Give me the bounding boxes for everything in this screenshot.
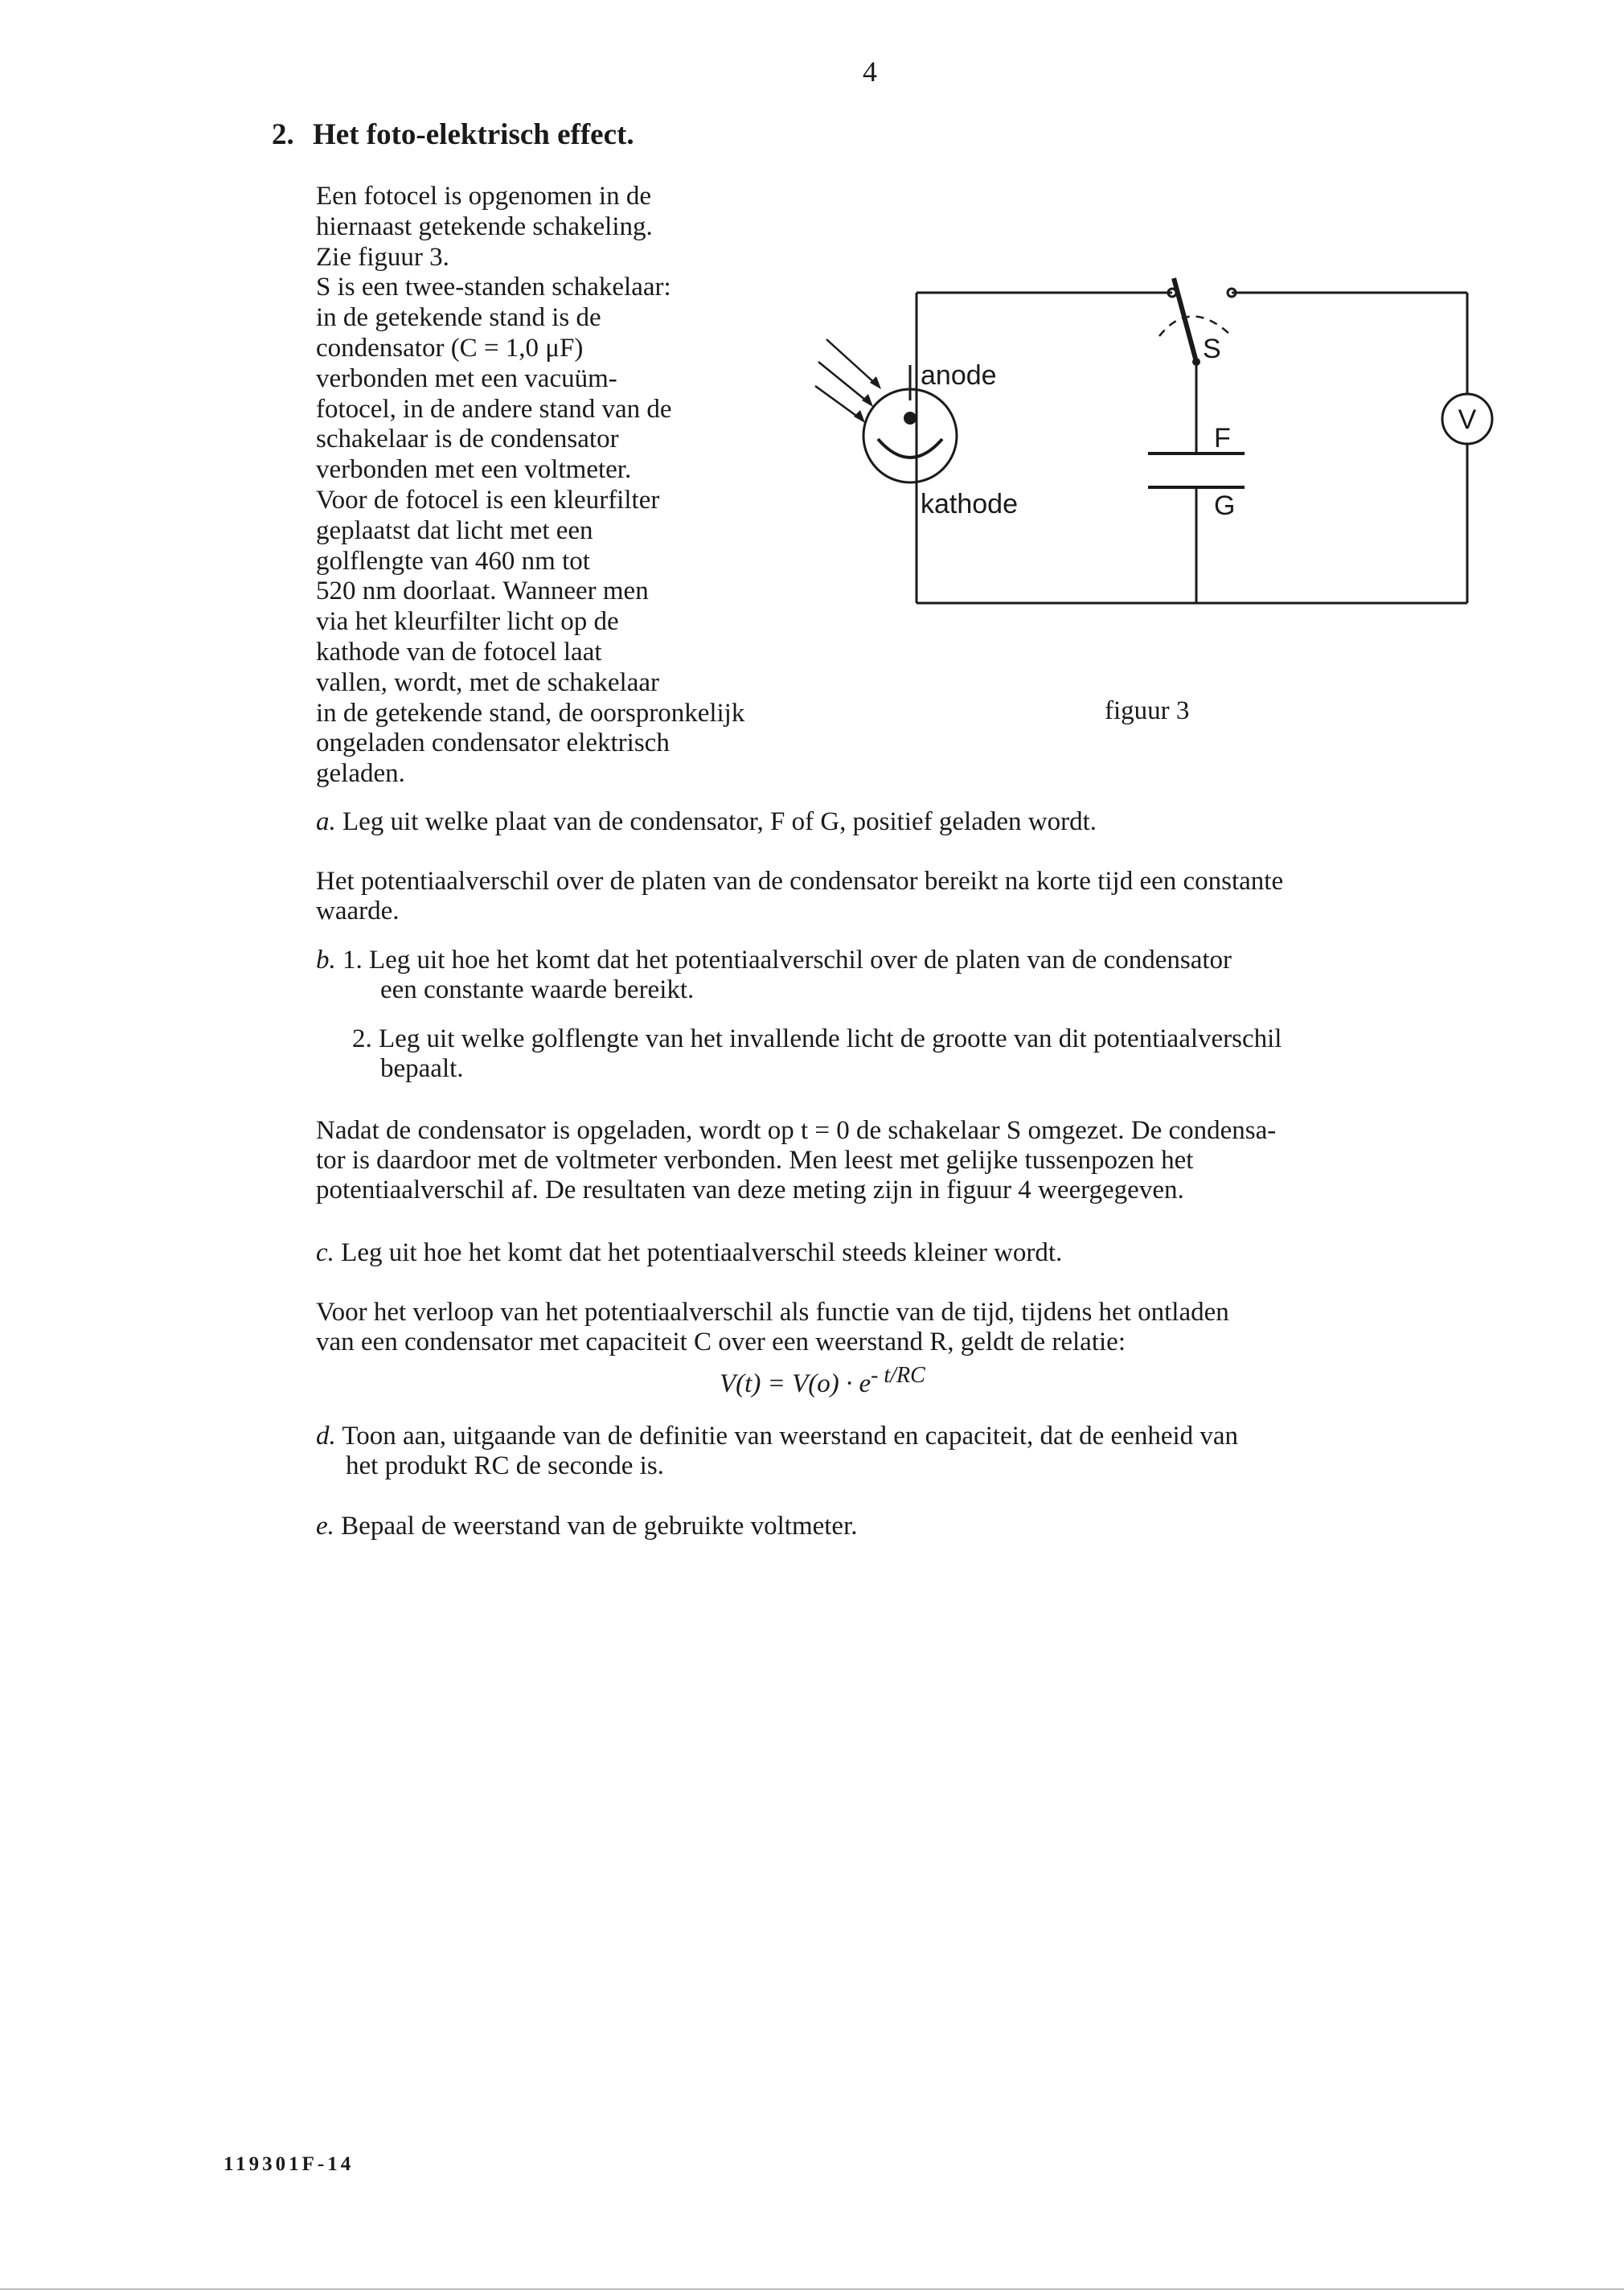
label-plate-f: F bbox=[1214, 423, 1231, 453]
question-d bbox=[316, 1422, 1238, 1451]
label-plate-g: G bbox=[1214, 490, 1236, 521]
paragraph-2 bbox=[316, 1116, 1276, 1205]
question-label: d. bbox=[316, 1422, 336, 1451]
label-kathode: kathode bbox=[921, 489, 1018, 519]
intro-line: 520 nm doorlaat. Wanneer men bbox=[316, 577, 649, 606]
intro-line: Voor de fotocel is een kleurfilter bbox=[316, 485, 660, 515]
question-b-2 bbox=[352, 1024, 1282, 1054]
section-title bbox=[272, 117, 634, 152]
label-anode: anode bbox=[921, 360, 997, 391]
photocell-tube bbox=[863, 389, 957, 482]
intro-line: kathode van de fotocel laat bbox=[316, 637, 602, 667]
section-number: 2. bbox=[272, 118, 294, 151]
photocell-cathode bbox=[878, 439, 942, 458]
question-a bbox=[316, 807, 1097, 837]
intro-line: via het kleurfilter licht op de bbox=[316, 607, 619, 637]
formula-lhs: V(t) = V(o) · e bbox=[720, 1369, 871, 1398]
light-ray bbox=[818, 362, 870, 404]
paragraph-line: potentiaalverschil af. De resultaten van deze meting zijn in figuur 4 weergegeven. bbox=[316, 1176, 1184, 1205]
intro-line: fotocel, in de andere stand van de bbox=[316, 394, 672, 424]
anode-dot bbox=[904, 412, 917, 425]
paragraph-line: waarde. bbox=[316, 897, 400, 925]
paragraph-line: tor is daardoor met de voltmeter verbonden. Men leest met gelijke tussenpozen het bbox=[316, 1146, 1194, 1175]
question-label: e. bbox=[316, 1512, 334, 1541]
footer-code: 119301F-14 bbox=[224, 2153, 355, 2175]
question-b bbox=[316, 946, 1232, 975]
question-label: c. bbox=[316, 1238, 334, 1267]
formula-exponent: - t/RC bbox=[871, 1363, 925, 1388]
question-text: Leg uit welke golflengte van het invallende licht de grootte van dit potentiaalverschil bbox=[379, 1024, 1282, 1053]
paragraph-3 bbox=[316, 1298, 1229, 1357]
question-text: Leg uit welke plaat van de condensator, F of G, positief geladen wordt. bbox=[342, 807, 1097, 836]
paragraph-line: Voor het verloop van het potentiaalverschil als functie van de tijd, tijdens het ontladen bbox=[316, 1298, 1229, 1327]
intro-line: S is een twee-standen schakelaar: bbox=[316, 273, 671, 302]
question-label: b. bbox=[316, 946, 336, 975]
question-label: a. bbox=[316, 807, 336, 836]
intro-line: in de getekende stand, de oorspronkelijk bbox=[316, 698, 745, 728]
question-text: Bepaal de weerstand van de gebruikte voltmeter. bbox=[341, 1512, 858, 1541]
switch-pivot bbox=[1192, 358, 1200, 366]
intro-text bbox=[316, 182, 879, 790]
label-switch: S bbox=[1203, 334, 1221, 364]
light-ray bbox=[826, 339, 878, 386]
intro-line: verbonden met een voltmeter. bbox=[316, 455, 632, 485]
question-b-1-continuation: een constante waarde bereikt. bbox=[380, 975, 695, 1004]
circuit-diagram bbox=[812, 265, 1536, 619]
paragraph-1 bbox=[316, 867, 1283, 926]
paragraph-line: van een condensator met capaciteit C over een weerstand R, geldt de relatie: bbox=[316, 1328, 1126, 1356]
intro-line: in de getekende stand is de bbox=[316, 303, 601, 333]
page-number: 4 bbox=[863, 55, 877, 88]
intro-line: Een fotocel is opgenomen in de bbox=[316, 182, 651, 211]
section-title-text: Het foto-elektrisch effect. bbox=[313, 118, 634, 151]
question-subnumber: 2. bbox=[352, 1024, 372, 1053]
intro-line: schakelaar is de condensator bbox=[316, 425, 619, 454]
intro-line: geladen. bbox=[316, 759, 405, 789]
switch-blade bbox=[1174, 278, 1196, 362]
question-text: Leg uit hoe het komt dat het potentiaalverschil over de platen van de condensator bbox=[369, 946, 1232, 975]
question-subnumber: 1. bbox=[342, 946, 363, 975]
intro-line: ongeladen condensator elektrisch bbox=[316, 728, 670, 758]
question-text: Toon aan, uitgaande van de definitie van weerstand en capaciteit, dat de eenheid van bbox=[342, 1422, 1239, 1451]
question-b-2-continuation: bepaalt. bbox=[380, 1054, 464, 1083]
intro-line: condensator (C = 1,0 μF) bbox=[316, 333, 584, 363]
question-c bbox=[316, 1238, 1062, 1268]
intro-line: verbonden met een vacuüm- bbox=[316, 363, 617, 393]
intro-line: golflengte van 460 nm tot bbox=[316, 546, 590, 576]
intro-line: hiernaast getekende schakeling. bbox=[316, 211, 653, 241]
question-e bbox=[316, 1512, 858, 1541]
paragraph-line: Nadat de condensator is opgeladen, wordt op t = 0 de schakelaar S omgezet. De condensa- bbox=[316, 1116, 1277, 1145]
question-text: Leg uit hoe het komt dat het potentiaalverschil steeds kleiner wordt. bbox=[341, 1238, 1063, 1267]
label-voltmeter: V bbox=[1458, 404, 1477, 435]
question-d-continuation: het produkt RC de seconde is. bbox=[346, 1451, 664, 1480]
paragraph-line: Het potentiaalverschil over de platen van de condensator bereikt na korte tijd een constante bbox=[316, 867, 1284, 896]
intro-line: vallen, wordt, met de schakelaar bbox=[316, 667, 659, 697]
figure-caption: figuur 3 bbox=[1105, 696, 1190, 725]
intro-line: Zie figuur 3. bbox=[316, 242, 449, 272]
intro-line: geplaatst dat licht met een bbox=[316, 515, 593, 545]
decay-formula bbox=[720, 1363, 925, 1399]
